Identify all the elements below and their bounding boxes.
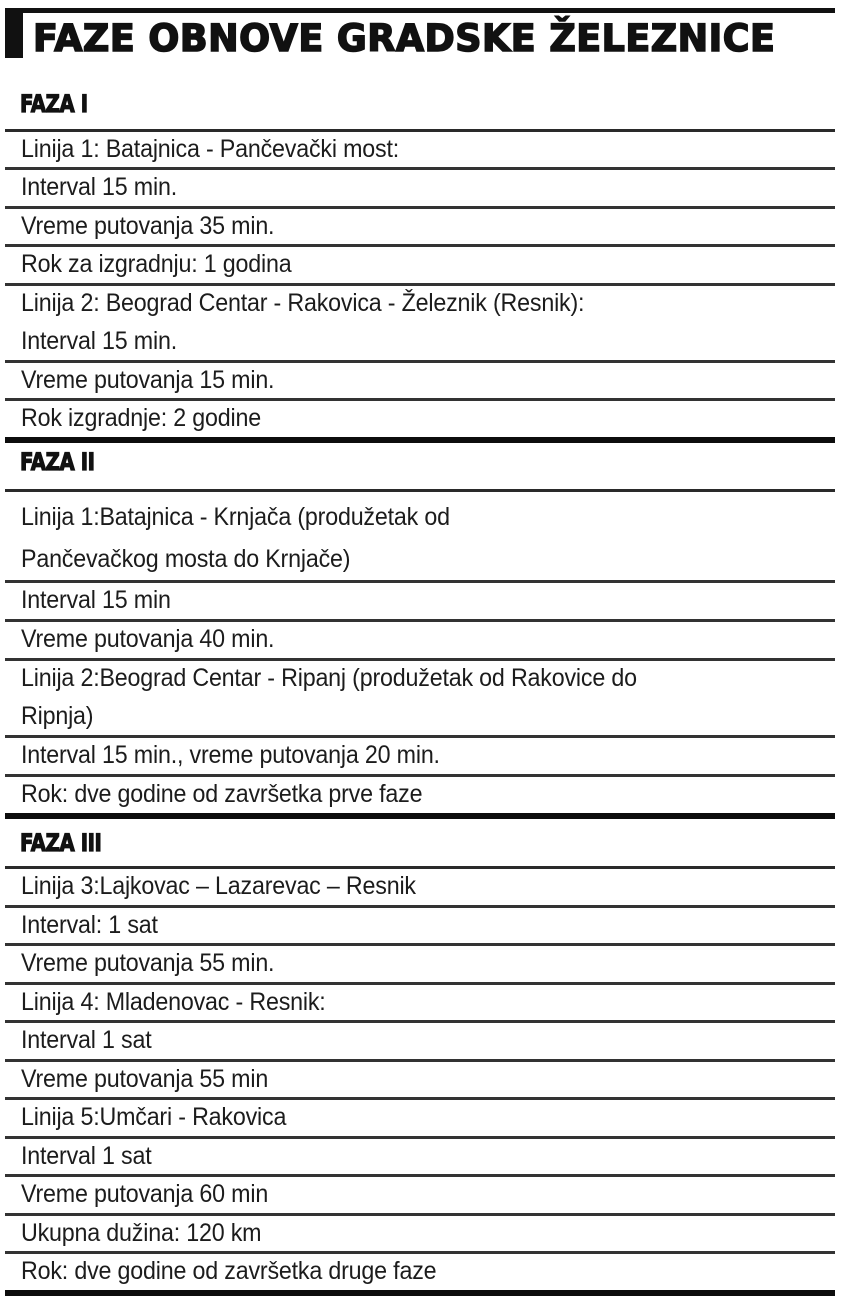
title-accent-block <box>5 8 23 58</box>
info-row: Interval 1 sat <box>21 1142 152 1170</box>
info-row-line: Interval 15 min. <box>21 327 177 355</box>
info-row: Interval 15 min <box>21 586 171 614</box>
info-row: Rok: dve godine od završetka druge faze <box>21 1257 437 1285</box>
info-row: Vreme putovanja 60 min <box>21 1180 269 1208</box>
info-row: Vreme putovanja 55 min <box>21 1065 269 1093</box>
title-top-rule <box>5 8 835 13</box>
info-row: Rok izgradnje: 2 godine <box>21 404 262 432</box>
info-row: Vreme putovanja 35 min. <box>21 212 275 240</box>
info-row: Linija 5:Umčari - Rakovica <box>21 1103 287 1131</box>
info-row <box>21 496 830 580</box>
info-row: Rok za izgradnju: 1 godina <box>21 250 292 278</box>
divider <box>5 489 835 492</box>
info-row-line: Linija 2: Beograd Centar - Rakovica - Železnik (Resnik): <box>21 289 585 317</box>
section-divider <box>5 437 835 443</box>
info-row <box>21 659 830 735</box>
info-row: Interval: 1 sat <box>21 911 158 939</box>
info-row-line: Ripnja) <box>21 702 94 730</box>
info-row-line: Linija 2:Beograd Centar - Ripanj (produžetak od Rakovice do <box>21 664 637 692</box>
bottom-rule <box>5 1290 835 1296</box>
info-row-line: Linija 1:Batajnica - Krnjača (produžetak od <box>21 503 450 531</box>
section-divider <box>5 813 835 819</box>
info-row: Linija 3:Lajkovac – Lazarevac – Resnik <box>21 872 416 900</box>
phase-heading-1: FAZA I <box>20 90 88 118</box>
info-row: Vreme putovanja 40 min. <box>21 625 275 653</box>
info-row: Interval 15 min. <box>21 173 177 201</box>
info-row: Vreme putovanja 15 min. <box>21 366 275 394</box>
info-row <box>21 284 830 360</box>
info-row: Linija 1: Batajnica - Pančevački most: <box>21 135 400 163</box>
phase-heading-2: FAZA II <box>20 448 95 476</box>
page-title: FAZE OBNOVE GRADSKE ŽELEZNICE <box>33 17 776 60</box>
info-row: Interval 1 sat <box>21 1026 152 1054</box>
info-row: Vreme putovanja 55 min. <box>21 949 275 977</box>
info-row: Ukupna dužina: 120 km <box>21 1219 262 1247</box>
info-row: Rok: dve godine od završetka prve faze <box>21 780 423 808</box>
info-row-line: Pančevačkog mosta do Krnjače) <box>21 545 351 573</box>
info-row: Interval 15 min., vreme putovanja 20 min. <box>21 741 440 769</box>
phase-heading-3: FAZA III <box>20 829 102 857</box>
info-row: Linija 4: Mladenovac - Resnik: <box>21 988 326 1016</box>
